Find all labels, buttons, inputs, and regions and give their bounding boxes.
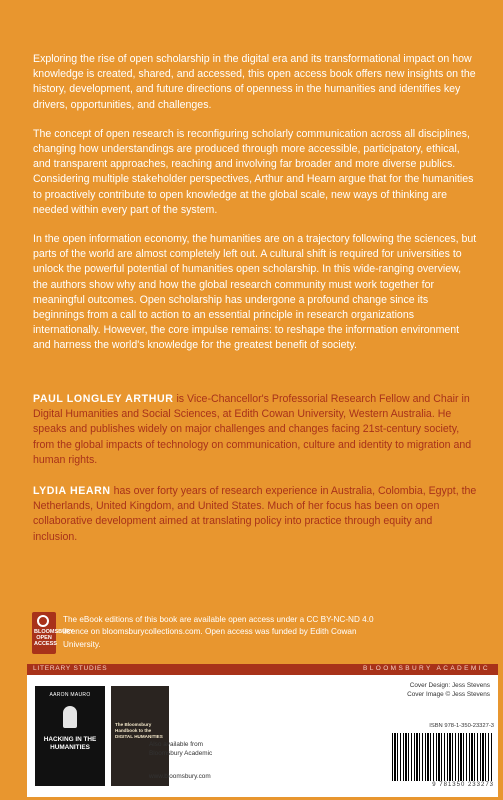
subject-category: LITERARY STUDIES xyxy=(33,665,108,672)
author-name: LYDIA HEARN xyxy=(33,485,111,497)
open-access-logo-text: BLOOMSBURY OPEN ACCESS xyxy=(34,629,74,647)
blurb-paragraph: Exploring the rise of open scholarship in the digital era and its transformational impact on how knowledge is created, shared, and accessed, this open access book offers new insights on the history, development, and future directions of openness in the humanities and identifies key drivers, opportunities, and challenges. xyxy=(33,53,476,111)
bottom-panel xyxy=(27,675,498,797)
barcode-icon xyxy=(392,733,492,781)
author-name: PAUL LONGLEY ARTHUR xyxy=(33,393,174,405)
author-bio-hearn xyxy=(33,484,478,545)
publisher-name: BLOOMSBURY ACADEMIC xyxy=(363,665,490,672)
category-strip xyxy=(27,664,498,675)
barcode-number: 9 781350 233273 xyxy=(432,782,494,788)
publisher-url: www.bloomsbury.com xyxy=(149,773,211,780)
open-access-logo-icon xyxy=(32,612,74,654)
also-available: Also available from Bloomsbury Academic xyxy=(149,741,213,757)
related-book-cover xyxy=(35,686,105,786)
author-bio-text: has over forty years of research experience in Australia, Colombia, Egypt, the Netherlands, United Kingdom, and United States. Much of her focus has been on open collaborative development aimed at translating policy into practice through equity and inclusion. xyxy=(33,485,477,543)
horse-icon xyxy=(63,706,77,728)
author-bio-arthur xyxy=(33,392,478,468)
related-book-author: AARON MAURO xyxy=(49,692,91,698)
blurb-paragraph: In the open information economy, the humanities are on a trajectory following the sciences, but parts of the world are almost completely left out. A cultural shift is required for universities to unlock the powerful potential of humanities open scholarship. In this wide-ranging overview, the authors show why and how the global research community must work together for meaningful outcomes. Open scholarship has undergone a profound change since its beginnings from a call to action to an essential principle in research organizations internationally. However, the core impulse remains: to reshape the information environment and harness the world's knowledge for the greatest benefit of society. xyxy=(33,233,477,352)
isbn: ISBN 978-1-350-23327-3 xyxy=(429,723,494,729)
blurb-paragraph: The concept of open research is reconfiguring scholarly communication across all disciplines, changing how understandings are produced through more accessible, participatory, ethical, and transparent approaches, reaching and involving far broader and more diverse publics. Considering multiple stakeholder perspectives, Arthur and Hearn argue that for the humanities to proactively contribute to open knowledge at the global scale, new ways of thinking are needed within every part of the system. xyxy=(33,127,474,216)
related-book-cover xyxy=(111,686,169,786)
blurb xyxy=(33,52,478,368)
open-access-notice: The eBook editions of this book are available open access under a CC BY-NC-ND 4.0 licence on bloomsburycollections.com. Open access was funded by Edith Cowan University. xyxy=(63,615,374,649)
cover-credits: Cover Design: Jess Stevens Cover Image © Jess Stevens xyxy=(407,682,490,698)
related-book-title: HACKING IN THE HUMANITIES xyxy=(43,736,97,751)
related-book-title: The Bloomsbury Handbook to the DIGITAL HUMANITIES xyxy=(115,722,163,739)
author-bio-text: is Vice-Chancellor's Professorial Research Fellow and Chair in Digital Humanities and Social Sciences, at Edith Cowan University, Western Australia. He speaks and publishes widely on major challenges and changes facing 21st-century society, from the global impacts of technology on communication, culture and identity to migration and human rights. xyxy=(33,393,472,466)
